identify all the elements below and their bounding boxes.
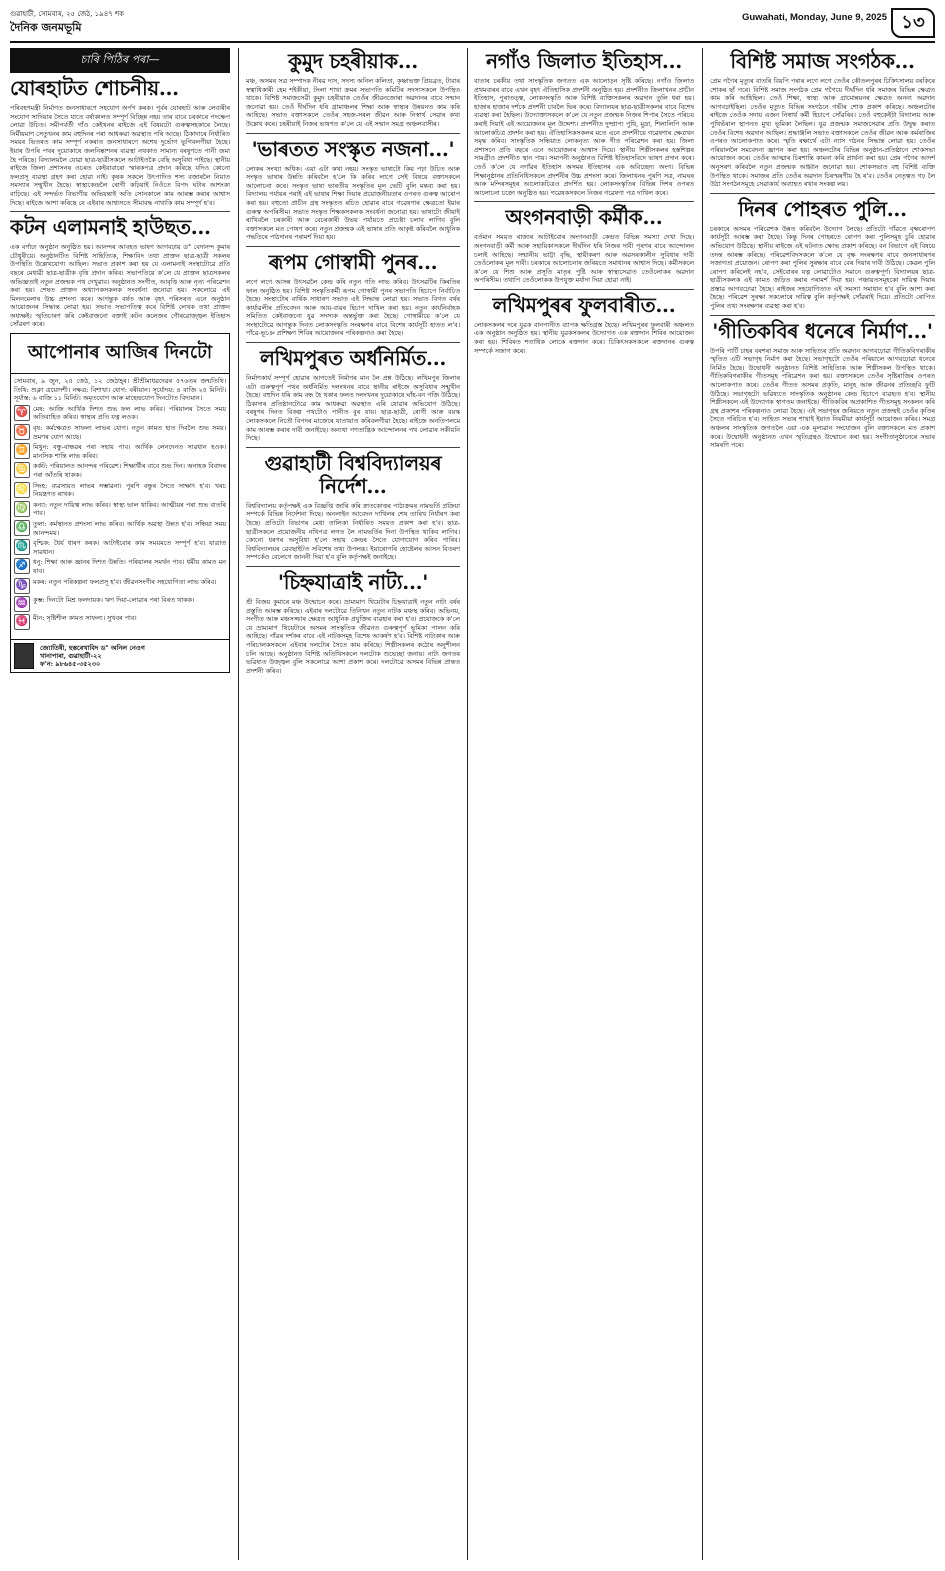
divider: [246, 246, 460, 247]
rashi-item: [14, 424, 226, 441]
rashi-item: [14, 405, 226, 422]
article-body: উপৰি পাৰ্টি চাহৰ বৰশৰা সমাজ আৰু সাহিত্যৰ প্ৰতি অৱদান আগবঢ়োৱা গীতিকবিগৰাকীৰ স্মৃতিত এটি সভাগৃহ নিৰ্মাণ কৰা হৈছে। সভাগৃহটো তেওঁৰ পৰিয়ালে আগবঢ়োৱা ধনেৰে নিৰ্মিত হৈছে। উদ্বোধনী অনুষ্ঠানত বিশিষ্ট সাহিত্যিক আৰু শিল্পীসকল উপস্থিত থাকে। গীতিকবিগৰাকীৰ গীতসমূহ পৰিৱেশন কৰা হয়। বক্তাসকলে তেওঁৰ সৃষ্টিৰাজিৰ ওপৰত আলোকপাত কৰে। তেওঁৰ গীতত অসমৰ প্ৰকৃতি, মানুহ আৰু জীৱনৰ প্ৰতিচ্ছবি ফুটি উঠিছে। সভাগৃহটো ভৱিষ্যতে সাংস্কৃতিক অনুষ্ঠানৰ কেন্দ্ৰ হিচাপে ব্যৱহৃত হ'ব। স্থানীয় শিল্পীসকলে এই উদ্যোগক স্বাগতম জনাইছে। গীতিকবিৰ অপ্ৰকাশিত গীতসমূহ সংকলন কৰি গ্ৰন্থ প্ৰকাশৰ পৰিকল্পনাও লোৱা হৈছে। এই সভাগৃহৰ জৰিয়তে নতুন প্ৰজন্মই তেওঁৰ কৃতিৰ সৈতে পৰিচিত হ'ব। সাহিত্য সভাৰ শাখাই ইয়াত নিয়মীয়া কাৰ্যসূচী আয়োজন কৰিব। সমগ্ৰ অঞ্চলৰ সাংস্কৃতিক জগতলৈ এয়া এক মূল্যৱান সংযোজন বুলি বক্তাসকলে মত প্ৰকাশ কৰে। উদ্বোধনী অনুষ্ঠানত এখন স্মৃতিগ্ৰন্থও উন্মোচন কৰা হয়। সংগীতানুষ্ঠানেৰে সভাৰ সামৰণি পৰে।: [710, 346, 935, 450]
article-body: নিৰ্মাণকাৰ্য সম্পূৰ্ণ হোৱাৰ আগতেই নিৰ্মাণৰ মান লৈ প্ৰশ্ন উঠিছে। লখিমপুৰ জিলাৰ এটা গুৰুত্বপূৰ্ণ পথৰ অৰ্ধনিৰ্মিত দলংখনৰ বাবে স্থানীয় ৰাইজে অসুবিধাৰ সন্মুখীন হৈছে। বহুদিন ধৰি কাম বন্ধ হৈ থকাৰ ফলত দলংখনৰ দুয়োকাষে ঘাঁহ-বন গজি উঠিছে। ঠিকাদাৰ প্ৰতিষ্ঠানটোৱে কাম আধৰুৱা অৱস্থাত এৰি যোৱাৰ অভিযোগ উঠিছে। বৰষুণৰ দিনত বিকল্প পথটোও পানীত বুৰ যায়। ছাত্ৰ-ছাত্ৰী, ৰোগী আৰু বয়স্ক লোকসকলে নিতৌ বিপদৰ মাজেৰে যাতায়াত কৰিবলগীয়া হৈছে। ৰাইজে অনতিপলমে কাম আৰম্ভ কৰাৰ দাবী জনাইছে। অন্যথা গণতান্ত্ৰিক আন্দোলনৰ পথ লোৱাৰ সকীয়নি দিছে।: [246, 374, 460, 443]
rashi-text: কুম্ভ: দিনটো মিশ্ৰ ফলদায়ক। ঋণ দিয়া-লোৱাৰ পৰা বিৰত থাকক।: [33, 595, 195, 604]
zodiac-icon: ♏: [14, 539, 30, 555]
zodiac-icon: ♒: [14, 596, 30, 612]
rashi-text: মিথুন: বন্ধু-বান্ধৱৰ পৰা সহায় পাব। আৰ্থিক লেনদেনত সাৱধান হওক। মানসিক শান্তি লাভ কৰিব।: [33, 443, 226, 460]
horoscope-box: [10, 333, 230, 672]
horoscope-title: আপোনাৰ আজিৰ দিনটো: [11, 334, 229, 374]
zodiac-icon: ♍: [14, 501, 30, 517]
rashi-item: [14, 614, 226, 630]
headline[interactable]: ৰূপম গোস্বামী পুনৰ...: [268, 249, 438, 274]
rashi-item: [14, 462, 226, 479]
divider: [10, 211, 230, 212]
rashi-text: ধনু: শিক্ষা আৰু জ্ঞানৰ দিশত উন্নতি। পৰিয়ালৰ সমৰ্থন পাব। ধৰ্মীয় কামত মন যাব।: [33, 558, 226, 575]
zodiac-icon: ♌: [14, 482, 30, 498]
column-divider: [702, 48, 703, 1560]
headline[interactable]: অংগনবাড়ী কৰ্মীক...: [505, 205, 663, 230]
rashi-item: [14, 482, 226, 499]
zodiac-icon: ♐: [14, 558, 30, 574]
astrologer-details: জ্যোতিষী, হস্তৰেখাবিদ ড° অনিল নেওগ খানাপাৰা, গুৱাহাটী-২২ ফ'ন: ৯৮৬৪৫-৩৫২৩০: [40, 643, 145, 668]
headline[interactable]: 'গীতিকবিৰ ধনেৰে নিৰ্মাণ...': [712, 318, 933, 343]
article-body: লোকসকলৰ দৰে যুৱক বানপানীত ব্যাপক ক্ষতিগ্ৰস্ত হৈছে। লখিমপুৰৰ ফুলবাৰী অঞ্চলত এক অনুষ্ঠান অনুষ্ঠিত হয়। স্থানীয় যুৱকসকলৰ উদ্যোগত এক ৰক্তদান শিবিৰ আয়োজন কৰা হয়। শিবিৰত শতাধিক লোকে ৰক্তদান কৰে। চিকিৎসকসকলে ৰক্তদানৰ গুৰুত্ব সম্পৰ্কে সজাগ কৰে।: [474, 320, 694, 355]
dateline-english: Guwahati, Monday, June 9, 2025: [741, 12, 887, 23]
rashi-item: [14, 520, 226, 537]
rashi-text: মকৰ: নতুন পৰিকল্পনা ফলপ্ৰসূ হ'ব। জীৱনসংগীৰ সহযোগিতা লাভ কৰিব।: [33, 577, 217, 586]
divider: [710, 315, 935, 316]
divider: [246, 133, 460, 134]
headline[interactable]: লখিমপুৰত অৰ্ধনিৰ্মিত...: [259, 346, 447, 371]
zodiac-icon: ♉: [14, 424, 30, 440]
rashi-text: মীন: সৃষ্টিশীল কামত সাফল্য। সুখবৰ পাব।: [33, 613, 137, 622]
astrologer-photo: [14, 643, 34, 669]
page-number: ১৩: [891, 8, 935, 38]
rashi-text: বৃশ্চিক: ধৈৰ্য ধাৰণ কৰক। আটাইবোৰ কাম সময়মতে সম্পূৰ্ণ হ'ব। যাত্ৰাত সাৱধান।: [33, 539, 226, 556]
rashi-text: তুলা: কৰ্মস্থানত প্ৰশংসা লাভ কৰিব। আৰ্থিক অৱস্থা উন্নত হ'ব। সন্ধিয়া সময় আনন্দময়।: [33, 519, 226, 537]
article-body: পৰিবহণমন্ত্ৰী নিৰ্মাণত জনসাধাৰণে সহযোগ অৰ্পণ কৰক। পূৰ্বৰ যোৰহাট আৰু লেবাৰীৰ সংযোগ সাদিয়াৰ সৈতে যাতে বৰ্ষাকালত সম্পূৰ্ণ বিচ্ছিন্ন নহয় তাৰ বাবে চৰকাৰে পদক্ষেপ লোৱা উচিত। সমীপৰ্বৰ্তী গাঁও কেইখনৰ ৰাইজে এই বিষয়টো গুৰুত্বসহকাৰে লৈছে। নিৰ্মীয়মাণ সেতুখনৰ কাম বহুদিনৰ পৰা আধৰুৱা অৱস্থাত পৰি আছে। ঠিকাদাৰে নিৰ্ধাৰিত সময়ৰ ভিতৰত কাম সম্পূৰ্ণ নকৰাত জনসাধাৰণে অশেষ দুৰ্ভোগ ভুগিবলগীয়া হৈছে। ইয়াৰ উপৰি পথৰ দুয়োকাষে জলনিষ্কাশনৰ ব্যৱস্থা নথকাত সামান্য বৰষুণতে পানী জমা হৈ পৰিছে। বিদ্যালয়লৈ যোৱা ছাত্ৰ-ছাত্ৰীসকলে আটাইতকৈ বেছি অসুবিধা পাইছে। স্থানীয় ৰাইজে জিলা প্ৰশাসনৰ ওচৰত কেইবাবাৰো স্মাৰকপত্ৰ প্ৰদান কৰিছে যদিও কোনো ফলপ্ৰসূ ব্যৱস্থা গ্ৰহণ কৰা হোৱা নাই। কৃষক সকলে উৎপাদিত শস্য বজাৰলৈ নিয়াত সমস্যাৰ সন্মুখীন হৈছে। স্বাস্থ্যকেন্দ্ৰলৈ ৰোগী কঢ়িয়াই নিওঁতে বিপদ ঘটাৰ আশংকা বাঢ়িছে। এই সন্দৰ্ভত বিভাগীয় অভিযন্তাই অতি সোনকালে কাম আৰম্ভ কৰাৰ আশ্বাস দিছে। ৰাইজে আশা কৰিছে যে এইবাৰ আশ্বাসতে সীমাবদ্ধ নাথাকি কাম সম্পূৰ্ণ হ'ব।: [10, 104, 230, 207]
zodiac-icon: ♎: [14, 520, 30, 536]
rashi-item: [14, 578, 226, 594]
article-body: বিশ্ববিদ্যালয় কৰ্তৃপক্ষই এক বিজ্ঞপ্তি জাৰি কৰি স্নাতকোত্তৰ পাঠ্যক্ৰমৰ নামভৰ্তি প্ৰক্ৰিয়া সম্পৰ্কে বিভিন্ন নিৰ্দেশনা দিছে। অনলাইন আবেদন দাখিলৰ শেষ তাৰিখ নিৰ্ধাৰণ কৰা হৈছে। প্ৰতিটো বিভাগৰ মেধা তালিকা নিৰ্ধাৰিত সময়ত প্ৰকাশ কৰা হ'ব। ছাত্ৰ-ছাত্ৰীসকলে প্ৰয়োজনীয় নথিপত্ৰ লগত লৈ নামভৰ্তিৰ দিনা উপস্থিত থাকিব লাগিব। কোনো ধৰণৰ অসুবিধা হ'লে সহায় কেন্দ্ৰৰ সৈতে যোগাযোগ কৰিব পাৰিব। বিশ্ববিদ্যালয়ৰ ৱেবছাইটত সবিশেষ তথ্য উপলব্ধ। ইয়াৰোপৰি হোষ্টেলৰ আসন বিতৰণ সম্পৰ্কেও বেলেগে জাননী দিয়া হ'ব বুলি কৰ্তৃপক্ষই জনাইছে।: [246, 501, 460, 562]
article-body: লগে লগে আসন্ন উৎসৱলৈ কেন্দ্ৰ কৰি নতুন গতি লাভ কৰিব। উৎসৱটিৰ কিৰতিৰ ফাল অনুষ্ঠিত হয়। বিশিষ্ট সংস্কৃতিকৰ্মী ৰূপম গোস্বামী পুনৰ সভাপতি হিচাপে নিৰ্বাচিত হৈছে। সংস্থাটোৰ বাৰ্ষিক সাধাৰণ সভাত এই সিদ্ধান্ত লোৱা হয়। সভাত বিগত বৰ্ষৰ কাৰ্যাৱলীৰ প্ৰতিবেদন আৰু আয়-ব্যয়ৰ হিচাপ দাখিল কৰা হয়। নতুন কাৰ্যনিৰ্বাহক সমিতিত কেইবাজনো যুৱ সদস্যক অন্তৰ্ভুক্ত কৰা হৈছে। গোস্বামীয়ে ক'লে যে সংস্থাটোৱে আগন্তুক দিনত লোকসংস্কৃতি সংৰক্ষণৰ বাবে বিশেষ কাৰ্যসূচী হাতত ল'ব। গাঁৱে-ভূঞে প্ৰশিক্ষণ শিবিৰ আয়োজনৰ পৰিকল্পনাও কৰা হৈছে।: [246, 277, 460, 338]
rashi-item: [14, 501, 226, 518]
divider: [710, 193, 935, 194]
headline[interactable]: বিশিষ্ট সমাজ সংগঠক...: [730, 49, 915, 73]
newspaper-page: [10, 8, 935, 1563]
headline[interactable]: গুৱাহাটী বিশ্ববিদ্যালয়ৰ নিৰ্দেশ...: [264, 450, 442, 498]
zodiac-icon: ♈: [14, 405, 30, 421]
article-body: লোকৰ সংখ্যা অধিক। এয়া এটা কথা নহয়। সংস্কৃত ভাষাটো কিয় পঢ়া উচিত আৰু সংস্কৃত ভাষাৰ উন্নতি কৰিবলৈ হ'লে কি কৰিব লাগে সেই বিষয়ে বক্তাসকলে আলোচনা কৰে। সংস্কৃত ভাষা ভাৰতীয় সংস্কৃতিৰ মূল ভেটি বুলি মন্তব্য কৰা হয়। বিদ্যালয় পৰ্যায়ৰ পৰাই এই ভাষাৰ শিক্ষা দিয়াৰ প্ৰয়োজনীয়তাৰ ওপৰত গুৰুত্ব আৰোপ কৰা হয়। বহুতো প্ৰাচীন গ্ৰন্থ সংস্কৃতত ৰচিত হোৱাৰ বাবে গৱেষণাৰ ক্ষেত্ৰতো ইয়াৰ গুৰুত্ব অপৰিসীম। সভাত সংস্কৃত শিক্ষকসকলক সংবৰ্ধনা জনোৱা হয়। ভাষাটো জীয়াই ৰাখিবলৈ চৰকাৰী আৰু বেচৰকাৰী উভয় পৰ্যায়তে প্ৰচেষ্টা চলাব লাগিব বুলি বক্তাসকলে মত পোষণ কৰে। নতুন প্ৰজন্মক এই ভাষাৰ প্ৰতি আকৃষ্ট কৰিবলৈ আধুনিক পদ্ধতিৰে পাঠদানৰ পৰামৰ্শ দিয়া হয়।: [246, 164, 460, 242]
rashi-text: বৃষ: কৰ্মক্ষেত্ৰত সাফল্য লাভৰ যোগ। নতুন কামত হাত দিবলৈ শুভ সময়। ভ্ৰমণৰ যোগ আছে।: [33, 424, 226, 441]
column-4: [710, 48, 935, 1560]
masthead: [10, 8, 935, 40]
rashi-list: [14, 405, 226, 630]
divider: [246, 566, 460, 567]
rashi-text: কৰ্কট: পৰিয়ালত আনন্দৰ পৰিৱেশ। শিক্ষাৰ্থীৰ বাবে শুভ দিন। অনাহক বিবাদৰ পৰা আঁতৰি থাকক।: [33, 462, 226, 479]
column-1: [10, 48, 230, 1560]
rashi-item: [14, 558, 226, 575]
divider: [246, 342, 460, 343]
divider: [474, 201, 694, 202]
headline[interactable]: নগাঁও জিলাত ইতিহাস...: [486, 49, 682, 73]
headline[interactable]: 'চিহ্নযাত্ৰাই নাট্য...': [277, 569, 429, 594]
divider: [246, 447, 460, 448]
zodiac-icon: ♑: [14, 578, 30, 594]
article-body: বৰ্তমান সময়ত ৰাজ্যৰ আটাইবোৰ অংগনবাড়ী কেন্দ্ৰত বিভিন্ন সমস্যা দেখা দিছে। অংগনবাড়ী কৰ্মী আৰু সহায়িকাসকলে দীৰ্ঘদিন ধৰি নিজৰ দাবী পূৰণৰ বাবে আন্দোলন চলাই আহিছে। সন্মানীয় ভাট্টা বৃদ্ধি, স্থায়ীকৰণ আৰু অৱসৰকালীন সুবিধাৰ দাবী তেওঁলোকৰ মূল দাবী। চৰকাৰে আলোচনাৰ জৰিয়তে সমাধানৰ আশ্বাস দিছে। কৰ্মীসকলে ক'লে যে শিশু আৰু প্ৰসূতি মাতৃৰ পুষ্টি আৰু স্বাস্থ্যসেৱাত তেওঁলোকৰ অৱদান অপৰিসীম। তথাপি তেওঁলোকক উপযুক্ত মৰ্যাদা দিয়া হোৱা নাই।: [474, 233, 694, 285]
column-3: [474, 48, 694, 1560]
article-body: এক বৰ্ণাঢ্য অনুষ্ঠান অনুষ্ঠিত হয়। আনন্দৰ আবহত ভাষণ আগবঢ়ায় ড° বেদানন্দ কুমাৰ চৌধুৰীয়ে। অনুষ্ঠানটিত বিশিষ্ট সাহিত্যিক, শিক্ষাবিদ তথা প্ৰাক্তন ছাত্ৰ-ছাত্ৰী সকলৰ উপস্থিতি উল্লেখযোগ্য আছিল। সভাত প্ৰকাশ কৰা হয় যে এলামনাই সংস্থাটোৱে প্ৰতি বছৰে মেধাৱী ছাত্ৰ-ছাত্ৰীক বৃত্তি প্ৰদান কৰিব। সভাপতিয়ে ক'লে যে প্ৰাক্তন ছাত্ৰসকলৰ অভিজ্ঞতাই নতুন প্ৰজন্মক পথ দেখুৱাব। অনুষ্ঠানত সংগীত, আবৃত্তি আৰু নৃত্য পৰিৱেশন কৰা হয়। শেষত প্ৰাক্তন অধ্যাপকসকলক সংবৰ্ধনা জনোৱা হয়। সকলোৱে এই মিলনমেলাৰ উচ্চ প্ৰশংসা কৰে। আগন্তুক বৰ্ষত আৰু বৃহৎ পৰিসৰত এনে অনুষ্ঠান আয়োজনৰ সিদ্ধান্ত লোৱা হয়। সভাত সভাপতিত্ব কৰে বিশিষ্ট লেখক তথা প্ৰাক্তন অধ্যক্ষই। স্মৃতিচাৰণ কৰি কেইবাজনো বক্তাই কটন কলেজৰ গৌৰৱোজ্জ্বল ইতিহাস সোঁৱৰণ কৰে।: [10, 243, 230, 329]
article-body: শ্ৰী বিজয় কুমাৰে মঞ্চ উন্মোচন কৰে। ভ্ৰাম্যমাণ থিয়েটাৰ চিহ্নযাত্ৰাই নতুন নাট্য বৰ্ষৰ প্ৰস্তুতি আৰম্ভ কৰিছে। এইবাৰ দলটোৱে তিনিখন নতুন নাটক মঞ্চস্থ কৰিব। অভিনয়, সংগীত আৰু মঞ্চসজ্জাৰ ক্ষেত্ৰত আধুনিক প্ৰযুক্তিৰ ব্যৱহাৰ কৰা হ'ব। প্ৰযোজকে ক'লে যে ভ্ৰাম্যমাণ থিয়েটাৰে অসমৰ সাংস্কৃতিক জীৱনত গুৰুত্বপূৰ্ণ ভূমিকা পালন কৰি আহিছে। গাঁৱৰ দৰ্শকৰ বাবে এই নাটকসমূহ বিশেষ আকৰ্ষণ হ'ব। বিশিষ্ট নাট্যকাৰ আৰু পৰিচালকসকলে এইবাৰ দলটোৰ সৈতে কাম কৰিছে। শিল্পীসকলৰ কঠোৰ অনুশীলন চলি আছে। অনুষ্ঠানত বিশিষ্ট অতিথিসকলে দলটোক শুভেচ্ছা জনায়। নাট্য জগতৰ ভৱিষ্যত উজ্জ্বল বুলি সকলোৱে আশা প্ৰকাশ কৰে। দলটোৱে অসমৰ বিভিন্ন প্ৰান্তত প্ৰদৰ্শনী কৰিব।: [246, 597, 460, 675]
continued-kicker: চাৰি পিঠিৰ পৰা—: [10, 48, 230, 73]
article-body: প্ৰেম গগৈৰ মৃত্যুৰ বাতৰি বিয়পি পৰাৰ লগে লগে তেওঁৰ কৌতলপুৰৰ চিকিৎসালয় বৰকিৰে শোকৰ ছাঁ পৰে। বিশিষ্ট সমাজ সংগঠক প্ৰেম গগৈয়ে দীৰ্ঘদিন ধৰি সমাজৰ বিভিন্ন ক্ষেত্ৰত কাম কৰি আহিছিল। তেওঁ শিক্ষা, স্বাস্থ্য আৰু গ্ৰামোন্নয়নৰ ক্ষেত্ৰত অনন্য অৱদান আগবঢ়াইছিল। তেওঁৰ মৃত্যুত বিভিন্ন সংগঠনে গভীৰ শোক প্ৰকাশ কৰিছে। অঞ্চলটোৰ ৰাইজে তেওঁক সদায় এজন নিস্বাৰ্থ কৰ্মী হিচাপে সোঁৱৰিব। তেওঁ বহুকেইটা বিদ্যালয় আৰু পুথিভঁৰাল স্থাপনত মুখ্য ভূমিকা লৈছিল। যুৱ প্ৰজন্মক সমাজসেৱাৰ প্ৰতি উদ্বুদ্ধ কৰাত তেওঁৰ বিশেষ অৱদান আছিল। শ্ৰদ্ধাঞ্জলি সভাত বক্তাসকলে তেওঁৰ জীৱন আৰু কৰ্মৰাজিৰ ওপৰত আলোকপাত কৰে। স্মৃতি ৰক্ষাৰ্থে এটা ন্যাস গঠনৰ সিদ্ধান্ত লোৱা হয়। তেওঁৰ পৰিয়াললৈ সমবেদনা জ্ঞাপন কৰা হয়। অঞ্চলটোৰ বিভিন্ন অনুষ্ঠান-প্ৰতিষ্ঠানে শোকসভা আয়োজন কৰে। তেওঁৰ আত্মাৰ চিৰশান্তি কামনা কৰি প্ৰাৰ্থনা কৰা হয়। প্ৰেম গগৈৰ আদৰ্শ অনুসৰণ কৰিবলৈ নতুন প্ৰজন্মক আহ্বান জনোৱা হয়। শোকসভাত বহু বিশিষ্ট ব্যক্তি উপস্থিত থাকে। সমাজৰ প্ৰতি তেওঁৰ অৱদান চিৰস্মৰণীয় হৈ ৰ'ব। তেওঁৰ নেতৃত্বত গঢ় লৈ উঠা সংগঠনসমূহে সেৱাকাৰ্য অব্যাহত ৰখাৰ সংকল্প লয়।: [710, 77, 935, 189]
headline[interactable]: কটন এলামনাই হাউছত...: [10, 215, 211, 240]
zodiac-icon: ♊: [14, 443, 30, 459]
zodiac-icon: ♓: [14, 614, 30, 630]
headline[interactable]: কুমুদ চহৰীয়াক...: [288, 49, 418, 73]
rashi-item: [14, 539, 226, 556]
article-body: বাতাৰ চৰকীয় তথা সাংস্কৃতিক জগতত এক আলোড়ন সৃষ্টি কৰিছে। নগাঁও জিলাত প্ৰথমবাৰৰ বাবে এখন বৃহৎ ঐতিহাসিক প্ৰদৰ্শনী অনুষ্ঠিত হয়। প্ৰদৰ্শনীত জিলাখনৰ প্ৰাচীন ইতিহাস, পুৰাতত্ত্ব, লোকসংস্কৃতি আৰু বিশিষ্ট ব্যক্তিসকলৰ অৱদান তুলি ধৰা হয়। হাজাৰ হাজাৰ দৰ্শকে প্ৰদৰ্শনী চাবলৈ ভিৰ কৰে। বিদ্যালয়ৰ ছাত্ৰ-ছাত্ৰীসকলৰ বাবে বিশেষ ব্যৱস্থা কৰা হৈছিল। উদ্যোক্তাসকলে ক'লে যে নতুন প্ৰজন্মক নিজৰ শিপাৰ সৈতে পৰিচয় কৰাই দিয়াই এই আয়োজনৰ মূল উদ্দেশ্য। প্ৰদৰ্শনীত দুষ্প্ৰাপ্য পুথি, মুদ্ৰা, শিলালিপি আৰু আলোকচিত্ৰ প্ৰদৰ্শন কৰা হয়। ঐতিহাসিকসকলৰ মতে এনে প্ৰদৰ্শনীয়ে গৱেষণাৰ ক্ষেত্ৰখন সমৃদ্ধ কৰিব। সাংস্কৃতিক সন্ধিয়াত লোকনৃত্য আৰু গীত পৰিৱেশন কৰা হয়। জিলা প্ৰশাসনে প্ৰতি বছৰে এনে আয়োজনৰ আশ্বাস দিয়ে। স্থানীয় শিল্পীসকলৰ হস্তশিল্পৰ সামগ্ৰীও প্ৰদৰ্শনীত স্থান পায়। সমাপনী অনুষ্ঠানত বিশিষ্ট ইতিহাসবিদে ভাষণ প্ৰদান কৰে। তেওঁ ক'লে যে নগাঁৱৰ ইতিহাস অসমৰ ইতিহাসৰ এক অবিচ্ছেদ্য অংগ। বিভিন্ন শিক্ষানুষ্ঠানৰ প্ৰতিনিধিসকলে প্ৰদৰ্শনীৰ উচ্চ প্ৰশংসা কৰে। জিলাখনৰ পুৰণি সত্ৰ, নামঘৰ আৰু মন্দিৰসমূহৰ আলোকচিত্ৰও প্ৰদৰ্শিত হয়। লোকসংস্কৃতিৰ বিভিন্ন দিশৰ ওপৰত আলোচনা চক্ৰো অনুষ্ঠিত হয়। গৱেষকসকলে নিজৰ গৱেষণা পত্ৰ দাখিল কৰে।: [474, 77, 694, 197]
headline[interactable]: যোৰহাটত শোচনীয়...: [10, 76, 179, 100]
article-body: মঞ্চ, অসমৰ সত্ৰ সম্পাদক নীৰৱ দাস, সদস্য অনিল কলিতা, কৃষ্ণাভক্ত প্ৰিয়ব্ৰত, টাবাৰ স্বত্বাধিকাৰী হেম শইকীয়া, টংলা শাখা ক্ৰমৰ সভাপতি কমিটিৰ সদস্যসকলে উপস্থিত থাকে। বিশিষ্ট সমাজসেৱী কুমুদ চহৰীয়াক তেওঁৰ জীৱনজোৰা অৱদানৰ বাবে সন্মান জনোৱা হয়। তেওঁ দীৰ্ঘদিন ধৰি গ্ৰামাঞ্চলৰ শিক্ষা আৰু স্বাস্থ্যৰ উন্নয়নত কাম কৰি আহিছে। সভাত বক্তাসকলে তেওঁৰ সহজ-সৰল জীৱন আৰু নিস্বাৰ্থ সেৱাৰ কথা উল্লেখ কৰে। চহৰীয়াই নিজৰ ভাষণত ক'লে যে এই সন্মান সমগ্ৰ অঞ্চলবাসীৰ।: [246, 77, 460, 128]
rashi-text: মেষ: আজি আৰ্থিক দিশত শুভ ফল লাভ কৰিব। পৰিয়ালৰ সৈতে সময় অতিবাহিত কৰিব। স্বাস্থ্যৰ প্ৰতি যত্ন লওক।: [33, 404, 226, 422]
header-rule: [10, 41, 935, 43]
paper-name: দৈনিক জনমভূমি: [10, 21, 82, 34]
rashi-item: [14, 596, 226, 612]
rashi-text: কন্যা: নতুন দায়িত্ব লাভ কৰিব। স্বাস্থ্য ভাল থাকিব। আত্মীয়ৰ পৰা শুভ বাতৰি পাব।: [33, 500, 226, 518]
panjika-intro: সোমবাৰ, ৯ জুন, ২৫ জেঠ, ১২ জেঠাহ্‌ৰ। শ্ৰীশ্ৰীমাধৱদেৱৰ ৫৭৬তম জন্মতিথি। তিথি: শুক্লা ত্ৰয়োদশী। নক্ষত্ৰ: বিশাখা। যোগ: বৰীয়ান। সূৰ্যোদয়: ৪ বাজি ২৫ মিনিট। সূৰ্যাস্ত: ৬ বাজি ১১ মিনিট। অমৃতযোগ আৰু মাহেন্দ্ৰযোগ দিনটোত বিদ্যমান।: [14, 377, 226, 403]
column-2: [246, 48, 460, 1560]
column-divider: [467, 48, 468, 1560]
astrologer-signature: [11, 639, 229, 672]
divider: [474, 289, 694, 290]
rashi-item: [14, 443, 226, 460]
rashi-text: সিংহ: ব্যৱসায়ত লাভৰ সম্ভাৱনা। পুৰণি বন্ধুৰ সৈতে সাক্ষাৎ হ'ব। খৰচ নিয়ন্ত্ৰণত ৰাখক।: [33, 481, 226, 499]
column-divider: [238, 48, 239, 1560]
article-body: চৰকাৰে অসমৰ পৰিৱেশক উন্নত কৰিবলৈ উদ্যোগ লৈছে। প্ৰতিটো গাঁৱতে বৃক্ষৰোপণ কাৰ্যসূচী আৰম্ভ কৰা হৈছে। কিন্তু দিনৰ পোহৰতে ৰোপণ কৰা পুলিসমূহ চুৰি হোৱাৰ অভিযোগ উঠিছে। স্থানীয় ৰাইজে এই ঘটনাত ক্ষোভ প্ৰকাশ কৰিছে। বন বিভাগে এই বিষয়ে তদন্ত আৰম্ভ কৰিছে। পৰিৱেশবিদসকলে ক'লে যে বৃক্ষ সংৰক্ষণৰ বাবে জনসাধাৰণৰ সজাগতা প্ৰয়োজন। ৰোপণ কৰা পুলিৰ সুৰক্ষাৰ বাবে বেৰ দিয়াৰ দাবী উঠিছে। কেৱল পুলি ৰোপণ কৰিলেই নহ'ব, সেইবোৰৰ যত্ন লোৱাটোও সমানে গুৰুত্বপূৰ্ণ। বিদ্যালয়ৰ ছাত্ৰ-ছাত্ৰীসকলক এই কামত জড়িত কৰাৰ পৰামৰ্শ দিয়া হয়। পঞ্চায়তসমূহকো দায়িত্ব দিয়াৰ প্ৰস্তাৱ আগবঢ়োৱা হৈছে। ৰাইজৰ সহযোগিতাত এই সমস্যা সমাধান হ'ব বুলি আশা কৰা হৈছে। পৰিৱেশ সুৰক্ষা সকলোৰে দায়িত্ব বুলি কৰ্তৃপক্ষই সোঁৱৰাই দিয়ে। প্ৰতিটো ৰোপিত পুলিৰ তথ্য সংৰক্ষণৰ ব্যৱস্থা কৰা হ'ব।: [710, 224, 935, 311]
headline[interactable]: 'ভাৰতত সংস্কৃত নজনা...': [251, 136, 455, 161]
zodiac-icon: ♋: [14, 462, 30, 478]
headline[interactable]: লখিমপুৰৰ ফুলবাৰীত...: [492, 292, 676, 317]
dateline-assamese: গুৱাহাটী, সোমবাৰ, ২৫ জেঠ, ১৯৪৭ শক: [10, 10, 125, 18]
headline[interactable]: দিনৰ পোহৰত পুলি...: [738, 196, 907, 221]
